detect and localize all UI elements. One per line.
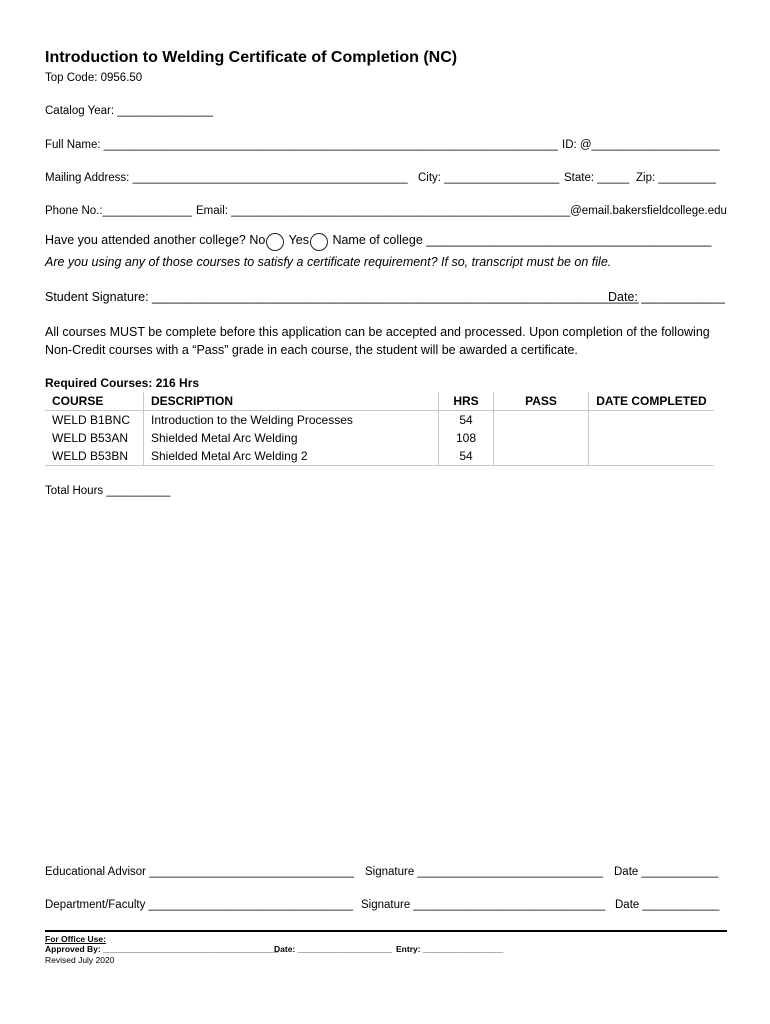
total-hours-field[interactable]: Total Hours __________ [45,485,171,497]
header-description: DESCRIPTION [144,392,439,411]
zip-field[interactable]: Zip: _________ [636,172,716,184]
course-hours: 54 [439,447,494,466]
required-courses-heading: Required Courses: 216 Hrs [45,376,200,390]
date-completed-cell[interactable] [589,429,715,447]
office-divider [45,930,727,932]
department-signature-field[interactable]: Signature ______________________________ [361,899,606,911]
no-radio[interactable] [266,233,284,251]
course-hours: 108 [439,429,494,447]
course-code: WELD B1BNC [45,411,144,430]
office-date-field[interactable]: Date: ____________________ [274,944,393,954]
id-field[interactable]: ID: @____________________ [562,139,720,151]
courses-question: Are you using any of those courses to satisfy a certificate requirement? If so, transcript must be on file. [45,255,612,269]
header-pass: PASS [494,392,589,411]
student-date-field[interactable]: Date: ____________ [608,290,725,304]
yes-radio[interactable] [310,233,328,251]
pass-cell[interactable] [494,447,589,466]
table-header-row [45,392,714,411]
phone-field[interactable]: Phone No.:______________ [45,205,193,217]
courses-table [45,392,714,466]
entry-field[interactable]: Entry: _________________ [396,944,504,954]
full-name-field[interactable]: Full Name: _______________________________________________________________________ [45,139,558,151]
attended-question: Have you attended another college? [45,233,246,247]
course-description: Shielded Metal Arc Welding [144,429,439,447]
yes-option-label: Yes [288,233,309,247]
date-completed-cell[interactable] [589,411,715,430]
course-description: Shielded Metal Arc Welding 2 [144,447,439,466]
email-field[interactable]: Email: _____________________________________________________@email.bakersfieldcollege.edu [196,205,727,217]
instructions: All courses MUST be complete before this application can be accepted and processed. Upon completion of the following Non-Credit courses with a “Pass” grade in each course, the student will be awarded a certificate. [45,325,710,357]
header-course: COURSE [45,392,144,411]
header-hrs: HRS [439,392,494,411]
revised-date: Revised July 2020 [45,955,115,965]
college-name-field[interactable]: Name of college _________________________________________ [332,233,712,247]
table-row [45,411,714,430]
no-option-label: No [249,233,266,247]
course-hours: 54 [439,411,494,430]
course-description: Introduction to the Welding Processes [144,411,439,430]
pass-cell[interactable] [494,411,589,430]
course-code: WELD B53AN [45,429,144,447]
course-code: WELD B53BN [45,447,144,466]
advisor-field[interactable]: Educational Advisor ________________________________ [45,866,354,878]
approved-by-field[interactable]: Approved By: _____________________________________ [45,944,278,954]
department-date-field[interactable]: Date ____________ [615,899,720,911]
office-use-heading: For Office Use: [45,934,106,944]
department-field[interactable]: Department/Faculty ________________________________ [45,899,354,911]
table-row [45,429,714,447]
catalog-year-field[interactable]: Catalog Year: _______________ [45,105,214,117]
page-title: Introduction to Welding Certificate of Completion (NC) [45,49,458,66]
mailing-address-field[interactable]: Mailing Address: ___________________________________________ [45,172,408,184]
date-completed-cell[interactable] [589,447,715,466]
city-field[interactable]: City: __________________ [418,172,560,184]
advisor-signature-field[interactable]: Signature _____________________________ [365,866,603,878]
top-code: Top Code: 0956.50 [45,72,143,84]
pass-cell[interactable] [494,429,589,447]
state-field[interactable]: State: _____ [564,172,630,184]
attended-college-row [45,233,711,251]
student-signature-field[interactable]: Student Signature: ______________________________________________________________________ [45,290,639,304]
table-row [45,447,714,466]
header-date-completed: DATE COMPLETED [589,392,715,411]
advisor-date-field[interactable]: Date ____________ [614,866,719,878]
